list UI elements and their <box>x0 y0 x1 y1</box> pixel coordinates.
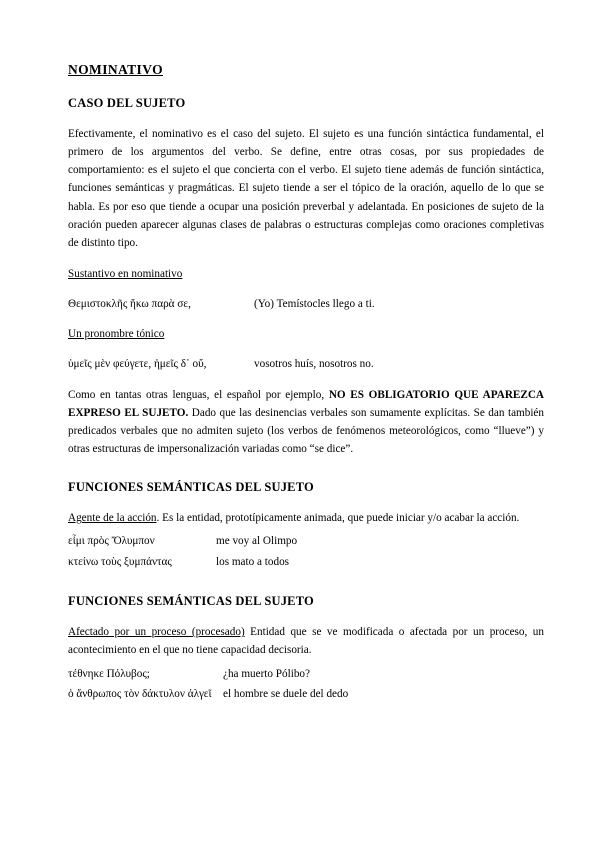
example-line <box>68 356 544 374</box>
example-line <box>68 686 544 704</box>
example-line <box>68 533 544 551</box>
agente-description: . Es la entidad, prototípicamente animada, que puede iniciar y/o acabar la acción. <box>156 512 520 525</box>
example-greek-text: τέθνηκε Πόλυβος; <box>68 667 150 680</box>
example-line <box>68 666 544 684</box>
label-afectado-por-un-proceso: Afectado por un proceso (procesado) <box>68 626 245 639</box>
example-greek-text: ὑμεῖς μὲν φεύγετε, ἡμεῖς δ᾽ οὔ, <box>68 357 207 370</box>
paragraph-part-2: Dado que las desinencias verbales son sumamente explícitas. Se dan también predicados verbales que no admiten sujeto (los verbos de fenómenos meteorológicos, como “llueve”) y otras estructuras de impersonalización variadas como “se dice”. <box>68 406 544 456</box>
label-agente-de-la-accion: Agente de la acción <box>68 512 157 525</box>
example-translation-text: me voy al Olimpo <box>216 535 298 548</box>
example-greek-text: Θεμιστοκλῆς ἥκω παρὰ σε, <box>68 297 191 310</box>
example-greek-text: κτείνω τοὺς ξυμπάντας <box>68 556 172 569</box>
page-title: NOMINATIVO <box>68 62 163 77</box>
paragraph-agente <box>68 509 544 527</box>
paragraph-sujeto-no-obligatorio <box>68 386 544 459</box>
subheading-sustantivo-nominativo: Sustantivo en nominativo <box>68 267 183 280</box>
intro-paragraph: Efectivamente, el nominativo es el caso del sujeto. El sujeto es una función sintáctica fundamental, el primero de los argumentos del verbo. Se define, entre otras cosas, por sus propiedades de comportamiento: es el sujeto el que concierta con el verbo. El sujeto tiene además de función sintáctica, funciones semánticas y pragmáticas. El sujeto tiende a ser el tópico de la oración, aquello de lo que se habla. Es por eso que tiende a ocupar una posición preverbal y adelantada. En posiciones de sujeto de la oración pueden aparecer algunas clases de palabras o estructuras complejas como oraciones completivas de distinto tipo. <box>68 128 544 249</box>
subheading-pronombre-tonico: Un pronombre tónico <box>68 327 165 340</box>
example-translation-text: ¿ha muerto Pólibo? <box>223 667 310 680</box>
heading-caso-del-sujeto: CASO DEL SUJETO <box>68 96 186 110</box>
paragraph-part-1: Como en tantas otras lenguas, el español por ejemplo, <box>68 388 329 401</box>
example-translation-text: vosotros huís, nosotros no. <box>254 357 374 370</box>
example-line <box>68 296 544 314</box>
heading-funciones-semanticas-2: FUNCIONES SEMÁNTICAS DEL SUJETO <box>68 594 314 609</box>
example-translation-text: el hombre se duele del dedo <box>223 688 349 701</box>
example-translation-text: los mato a todos <box>216 556 290 569</box>
heading-funciones-semanticas-1: FUNCIONES SEMÁNTICAS DEL SUJETO <box>68 480 314 495</box>
paragraph-bold-emphasis: NO ES OBLIGATORIO QUE APAREZCA EXPRESO EL SUJETO. <box>68 388 544 419</box>
example-greek-text: ὁ ἄνθρωπος τὸν δάκτυλον ἀλγεῖ <box>68 688 212 701</box>
example-greek-text: εἶμι πρὸς Ὄλυμπον <box>68 535 155 548</box>
example-translation-text: (Yo) Temístocles llego a ti. <box>254 297 375 310</box>
paragraph-afectado <box>68 623 544 659</box>
example-line <box>68 554 544 572</box>
afectado-description: Entidad que se ve modificada o afectada por un proceso, un acontecimiento en el que no tiene capacidad decisoria. <box>68 626 544 657</box>
